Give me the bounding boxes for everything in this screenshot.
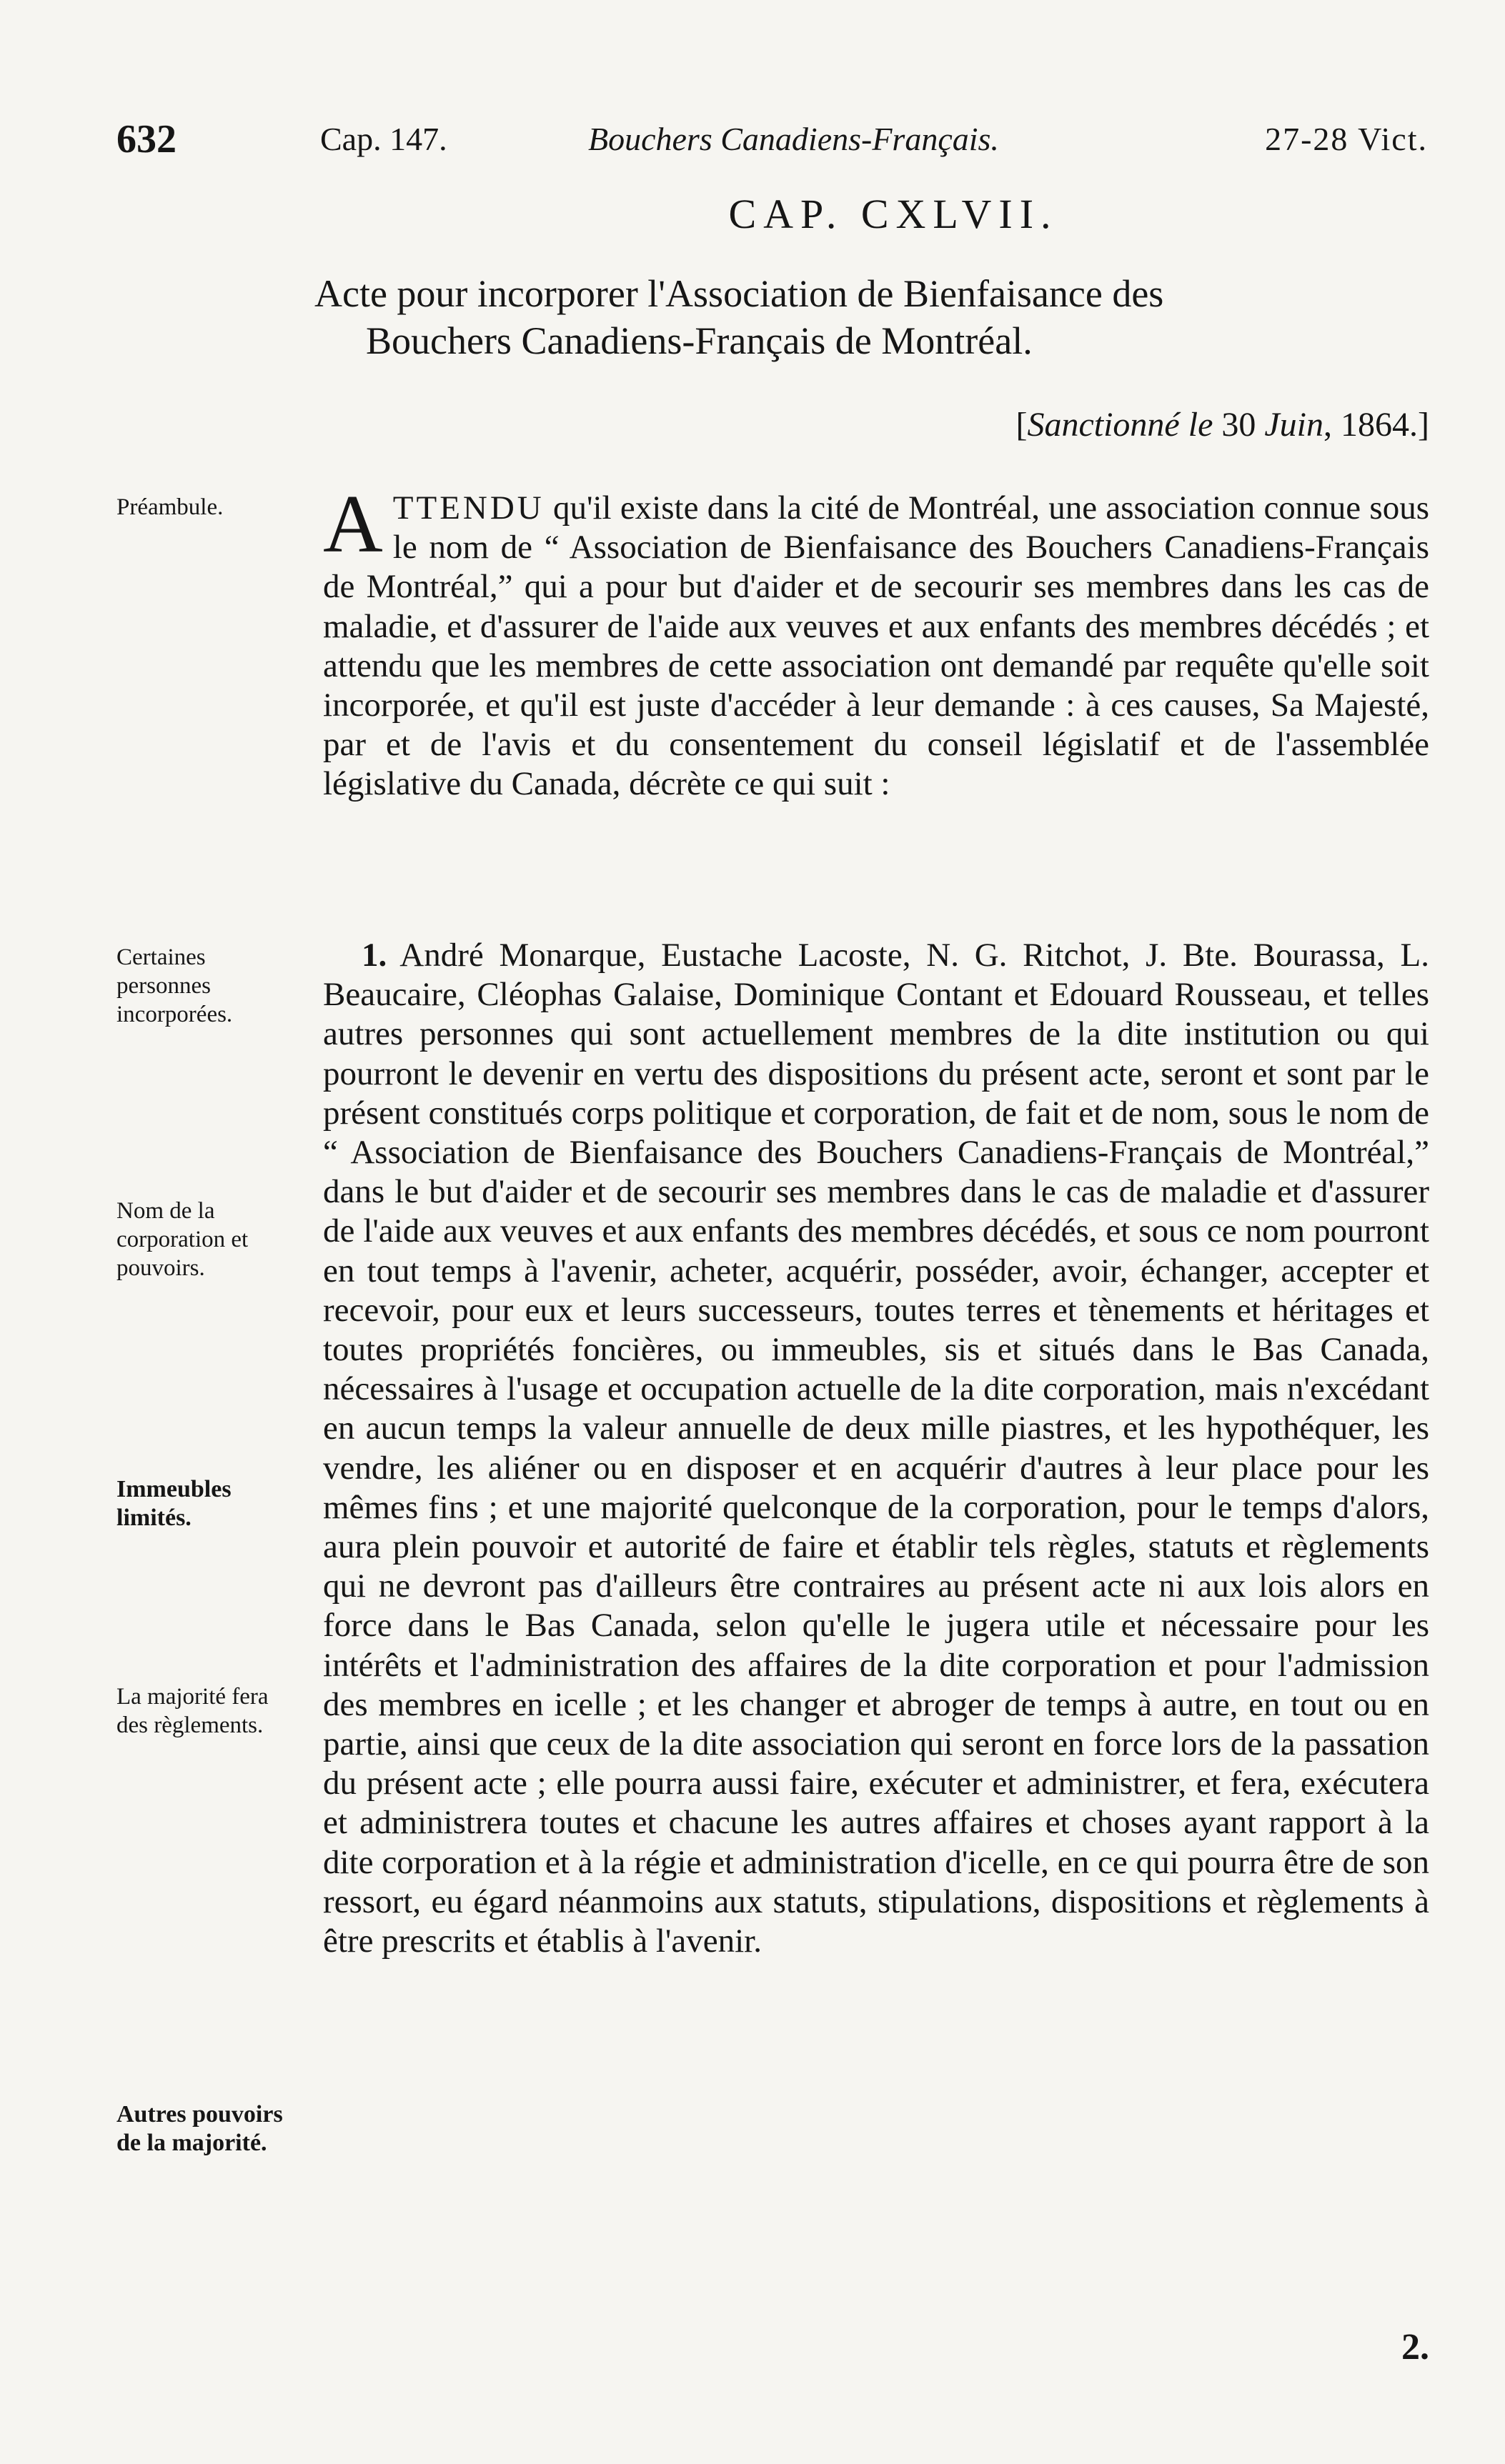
section-number: 1.: [362, 937, 387, 974]
catchword: 2.: [1401, 2327, 1429, 2368]
sanction-year: , 1864.]: [1323, 406, 1429, 444]
margin-note-immeubles: Immeubles limités.: [116, 1476, 232, 1531]
regnal-year: 27-28 Vict.: [1265, 121, 1428, 157]
chapter-ref: Cap. 147.: [320, 121, 447, 157]
preamble-paragraph: [323, 479, 1429, 804]
margin-note-nom: Nom de la corporation et pouvoirs.: [116, 1198, 249, 1281]
sanction-date: [1015, 400, 1429, 450]
preamble-text: qu'il existe dans la cité de Montréal, une association connue sous le nom de “ Association de Bienfaisance des Bouchers Canadiens-Français de Montréal,” qui a pour but d'aider et de secourir ses membres dans les cas de maladie, et d'assurer de l'aide aux veuves et aux enfants des membres décédés ; et attendu que les membres de cette association ont demandé par requête qu'elle soit incorporée, et qu'il est juste d'accéder à leur demande : à ces causes, Sa Majesté, par et de l'avis et du consentement du conseil législatif et de l'assemblée législative du Canada, décrète ce qui suit :: [323, 489, 1429, 803]
preamble-lead-word: TTENDU: [392, 489, 545, 527]
sanction-day: 30: [1221, 406, 1256, 444]
act-title: [314, 270, 1429, 364]
chapter-number: CAP. CXLVII.: [728, 191, 1058, 237]
margin-note-preambule: Préambule.: [116, 494, 224, 520]
page-number: 632: [116, 117, 177, 161]
section-1-paragraph: [323, 936, 1429, 1961]
sanction-open: [: [1015, 406, 1028, 444]
act-title-line-2: Bouchers Canadiens-Français de Montréal.: [366, 319, 1033, 362]
act-title-line-1: Acte pour incorporer l'Association de Bienfaisance des: [314, 272, 1164, 315]
sanction-month: Juin: [1264, 406, 1324, 444]
margin-note-majorite: La majorité fera des règlements.: [116, 1684, 269, 1738]
margin-note-autres: Autres pouvoirs de la majorité.: [116, 2101, 283, 2156]
sanction-label: Sanctionné le: [1027, 406, 1213, 444]
running-header: [116, 114, 1428, 164]
drop-cap: A: [323, 479, 383, 570]
section-1-text: André Monarque, Eustache Lacoste, N. G. Ritchot, J. Bte. Bourassa, L. Beaucaire, Cléophas Galaise, Dominique Contant et Edouard Rousseau, et telles autres personnes qui sont actuellement membres de la dite institution ou qui pourront le devenir en vertu des dispositions du présent acte, seront et sont par le présent constitués corps politique et corporation, de fait et de nom, sous le nom de “ Association de Bienfaisance des Bouchers Canadiens-Français de Montréal,” dans le but d'aider et de secourir ses membres dans le cas de maladie et d'assurer de l'aide aux veuves et aux enfants des membres décédés, et sous ce nom pourront en tout temps à l'avenir, acheter, acquérir, posséder, avoir, échanger, accepter et recevoir, pour eux et leurs successeurs, toutes terres et tènements et héritages et toutes propriétés foncières, ou immeubles, sis et situés dans le Bas Canada, nécessaires à l'usage et occupation actuelle de la dite corporation, mais n'excédant en aucun temps la valeur annuelle de deux mille piastres, et les hypothéquer, les vendre, les aliéner ou en disposer et en acquérir d'autres à leur place pour les mêmes fins ; et une majorité quelconque de la corporation, pour le temps d'alors, aura plein pouvoir et autorité de faire et établir tels règles, statuts et règlements qui ne devront pas d'ailleurs être contraires au présent acte ni aux lois alors en force dans le Bas Canada, selon qu'elle le jugera utile et nécessaire pour les intérêts et l'administration des affaires de la dite corporation et pour l'admission des membres en icelle ; et les changer et abroger de temps à autre, en tout ou en partie, ainsi que ceux de la dite association qui seront en force lors de la passation du présent acte ; elle pourra aussi faire, exécuter et administrer, et fera, exécutera et administrera toutes et chacune les autres affaires et choses ayant rapport à la dite corporation et à la régie et administration d'icelle, en ce qui pourra être de son ressort, eu égard néanmoins aux statuts, stipulations, dispositions et règlements à être prescrits et établis à l'avenir.: [323, 937, 1429, 1960]
margin-note-personnes: Certaines personnes incorporées.: [116, 944, 233, 1027]
running-title: Bouchers Canadiens-Français.: [588, 121, 999, 157]
